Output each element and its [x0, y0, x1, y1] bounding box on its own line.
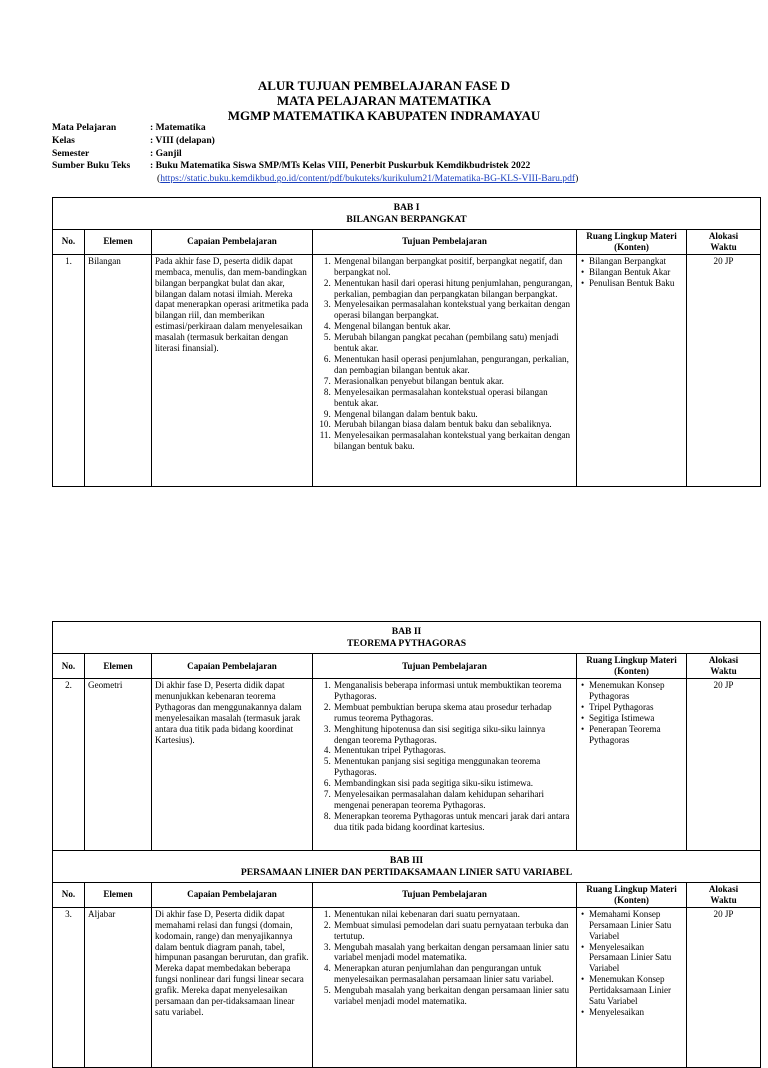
- rl-list: [580, 680, 683, 745]
- meta-row-subject: [52, 122, 578, 135]
- rl-header-line1: Ruang Lingkup Materi: [586, 231, 677, 241]
- list-item: • Memahami Konsep Persamaan Linier Satu Variabel: [589, 909, 683, 942]
- list-item: 5. Merubah bilangan pangkat pecahan (pembilang satu) menjadi bentuk akar.: [333, 332, 573, 354]
- meta-row-source: [52, 160, 578, 173]
- list-item: • Segitiga Istimewa: [589, 713, 683, 724]
- cell-cp: Pada akhir fase D, peserta didik dapat membaca, menulis, dan mem-bandingkan bilangan berpangkat bulat dan akar, bilangan dalam notasi ilmiah. Mereka dapat menerapkan operasi aritmetika pada bilangan riil, dan memberikan estimasi/perkiraan dalam menyelesaikan masalah (termasuk berkaitan dengan literasi finansial).: [152, 254, 313, 486]
- list-item: • Menyelesaikan Persamaan Linier Satu Variabel: [589, 942, 683, 975]
- cell-elemen: Aljabar: [85, 907, 152, 1067]
- meta-row-class: [52, 135, 578, 148]
- list-item: 4. Menerapkan aturan penjumlahan dan pengurangan untuk menyelesaikan permasalahan persamaan linier satu variabel.: [333, 963, 573, 985]
- bab2-3-table: [52, 621, 761, 1068]
- link-open-paren: (: [157, 173, 161, 185]
- col-header-rl: [577, 654, 687, 679]
- bab1-number: BAB I: [393, 202, 420, 213]
- list-item: 2. Membuat simulasi pemodelan dari suatu pernyataan terbuka dan tertutup.: [333, 920, 573, 942]
- bab3-title: PERSAMAAN LINIER DAN PERTIDAKSAMAAN LINIER SATU VARIABEL: [240, 866, 573, 878]
- list-item: 9. Mengenal bilangan dalam bentuk baku.: [333, 409, 573, 420]
- rl-header-line1: Ruang Lingkup Materi: [586, 655, 677, 666]
- list-item: • Bilangan Bentuk Akar: [589, 267, 683, 278]
- cell-no: 1.: [53, 254, 85, 486]
- list-item: 3. Mengubah masalah yang berkaitan dengan persamaan linier satu variabel menjadi model matematika.: [333, 942, 573, 964]
- meta-row-semester: [52, 148, 578, 161]
- meta-value: : Ganjil: [150, 147, 182, 159]
- list-item: 6. Menentukan hasil operasi penjumlahan, pengurangan, perkalian, dan pembagian bilangan bentuk akar.: [333, 354, 573, 376]
- bab2-title: TEOREMA PYTHAGORAS: [346, 637, 467, 649]
- aw-header-line1: Alokasi: [708, 231, 739, 241]
- list-item: 4. Menentukan tripel Pythagoras.: [333, 745, 573, 756]
- aw-header-line2: Waktu: [710, 241, 737, 252]
- link-close-paren: ): [575, 173, 579, 185]
- cell-cp: Di akhir fase D, Peserta didik dapat memahami relasi dan fungsi (domain, kodomain, range) dan menyajikannya dalam bentuk diagram panah, tabel, himpunan pasangan berurutan, dan grafik. Mereka dapat membedakan beberapa fungsi nonlinear dari fungsi linear secara grafik. Mereka dapat menyelesaikan persamaan dan per-tidaksamaan linear satu variabel.: [152, 907, 313, 1067]
- table-row: [53, 907, 761, 1067]
- document-meta: [52, 122, 578, 186]
- rl-header-line1: Ruang Lingkup Materi: [586, 884, 677, 894]
- col-header-tp: Tujuan Pembelajaran: [313, 230, 577, 255]
- meta-label: Mata Pelajaran: [52, 122, 117, 133]
- list-item: 1. Menganalisis beberapa informasi untuk membuktikan teorema Pythagoras.: [333, 680, 573, 702]
- list-item: 2. Menentukan hasil dari operasi hitung penjumlahan, pengurangan, perkalian, pembagian dan perpangkatan bilangan berpangkat.: [333, 278, 573, 300]
- list-item: • Menemukan Konsep Pythagoras: [589, 680, 683, 702]
- rl-header-line2: (Konten): [614, 666, 649, 676]
- col-header-cp: Capaian Pembelajaran: [152, 883, 313, 908]
- rl-list: [580, 256, 683, 289]
- list-item: 7. Merasionalkan penyebut bilangan bentuk akar.: [333, 376, 573, 387]
- aw-header-line1: Alokasi: [708, 655, 739, 666]
- meta-label: Kelas: [52, 134, 75, 146]
- cell-rl: [577, 907, 687, 1067]
- cell-elemen: Geometri: [85, 679, 152, 851]
- bab3-number: BAB III: [389, 855, 424, 866]
- table-row: [53, 254, 761, 486]
- list-item: 4. Mengenal bilangan bentuk akar.: [333, 321, 573, 332]
- aw-header-line2: Waktu: [710, 894, 737, 905]
- col-header-rl: [577, 883, 687, 908]
- col-header-aw: [687, 654, 761, 679]
- list-item: 10. Merubah bilangan biasa dalam bentuk baku dan sebaliknya.: [333, 419, 573, 430]
- tp-list: [316, 680, 573, 833]
- cell-tp: [313, 254, 577, 486]
- meta-label: Sumber Buku Teks: [52, 160, 131, 172]
- title-line-3: MGMP MATEMATIKA KABUPATEN INDRAMAYAU: [227, 108, 541, 123]
- bab1-table: [52, 197, 761, 487]
- cell-rl: [577, 254, 687, 486]
- cell-no: 3.: [53, 907, 85, 1067]
- tp-list: [316, 256, 573, 452]
- list-item: 6. Membandingkan sisi pada segitiga siku-siku istimewa.: [333, 778, 573, 789]
- col-header-tp: Tujuan Pembelajaran: [313, 883, 577, 908]
- title-line-1: ALUR TUJUAN PEMBELAJARAN FASE D: [257, 78, 511, 93]
- bab2-number: BAB II: [391, 626, 422, 637]
- cell-aw: 20 JP: [687, 679, 761, 851]
- col-header-tp: Tujuan Pembelajaran: [313, 654, 577, 679]
- cell-rl: [577, 679, 687, 851]
- list-item: 11. Menyelesaikan permasalahan kontekstual yang berkaitan dengan bilangan bentuk baku.: [333, 430, 573, 452]
- rl-list: [580, 909, 683, 1018]
- aw-header-line1: Alokasi: [708, 884, 739, 894]
- col-header-rl: [577, 230, 687, 255]
- col-header-elemen: Elemen: [85, 883, 152, 908]
- cell-tp: [313, 679, 577, 851]
- list-item: • Penerapan Teorema Pythagoras: [589, 724, 683, 746]
- list-item: • Penulisan Bentuk Baku: [589, 278, 683, 289]
- list-item: • Bilangan Berpangkat: [589, 256, 683, 267]
- title-line-2: MATA PELAJARAN MATEMATIKA: [276, 93, 492, 108]
- col-header-cp: Capaian Pembelajaran: [152, 654, 313, 679]
- list-item: • Menemukan Konsep Pertidaksamaan Linier Satu Variabel: [589, 974, 683, 1007]
- list-item: • Menyelesaikan: [589, 1007, 683, 1018]
- col-header-aw: [687, 883, 761, 908]
- col-header-elemen: Elemen: [85, 654, 152, 679]
- col-header-aw: [687, 230, 761, 255]
- list-item: 8. Menerapkan teorema Pythagoras untuk mencari jarak dari antara dua titik pada bidang koordinat kartesius.: [333, 811, 573, 833]
- list-item: 7. Menyelesaikan permasalahan dalam kehidupan seharihari mengenai penerapan teorema Pythagoras.: [333, 789, 573, 811]
- list-item: 1. Menentukan nilai kebenaran dari suatu pernyataan.: [333, 909, 573, 920]
- list-item: 3. Menyelesaikan permasalahan kontekstual yang berkaitan dengan operasi bilangan berpangkat.: [333, 299, 573, 321]
- rl-header-line2: (Konten): [614, 894, 649, 905]
- list-item: 2. Membuat pembuktian berupa skema atau prosedur terhadap rumus teorema Pythagoras.: [333, 702, 573, 724]
- meta-value: : Matematika: [150, 122, 206, 133]
- document-title: [0, 78, 768, 123]
- list-item: 5. Mengubah masalah yang berkaitan dengan persamaan linier satu variabel menjadi model matematika.: [333, 985, 573, 1007]
- source-link-row: [52, 173, 578, 186]
- list-item: 5. Menentukan panjang sisi segitiga menggunakan teorema Pythagoras.: [333, 756, 573, 778]
- list-item: • Tripel Pythagoras: [589, 702, 683, 713]
- cell-aw: 20 JP: [687, 254, 761, 486]
- bab3-heading: [53, 851, 761, 883]
- aw-header-line2: Waktu: [710, 666, 737, 676]
- col-header-no: No.: [53, 883, 85, 908]
- cell-elemen: Bilangan: [85, 254, 152, 486]
- col-header-cp: Capaian Pembelajaran: [152, 230, 313, 255]
- col-header-elemen: Elemen: [85, 230, 152, 255]
- cell-tp: [313, 907, 577, 1067]
- list-item: 8. Menyelesaikan permasalahan kontekstual operasi bilangan bentuk akar.: [333, 387, 573, 409]
- table-row: [53, 679, 761, 851]
- list-item: 1. Mengenal bilangan berpangkat positif, berpangkat negatif, dan berpangkat nol.: [333, 256, 573, 278]
- cell-aw: 20 JP: [687, 907, 761, 1067]
- bab1-title: BILANGAN BERPANGKAT: [346, 213, 467, 225]
- meta-value: : Buku Matematika Siswa SMP/MTs Kelas VIII, Penerbit Puskurbuk Kemdikbudristek 2022: [150, 160, 531, 172]
- source-link[interactable]: https://static.buku.kemdikbud.go.id/content/pdf/bukuteks/kurikulum21/Matematika-BG-KLS-VIII-Baru.pdf: [160, 173, 576, 185]
- cell-no: 2.: [53, 679, 85, 851]
- cell-cp: Di akhir fase D, Peserta didik dapat menunjukkan kebenaran teorema Pythagoras dan menggunakannya dalam menyelesaikan masalah (termasuk jarak antara dua titik pada bidang koordinat Kartesius).: [152, 679, 313, 851]
- meta-value: : VIII (delapan): [150, 134, 215, 146]
- bab1-heading: [53, 198, 761, 230]
- meta-label: Semester: [52, 147, 90, 159]
- col-header-no: No.: [53, 230, 85, 255]
- rl-header-line2: (Konten): [614, 241, 649, 252]
- col-header-no: No.: [53, 654, 85, 679]
- bab2-heading: [53, 622, 761, 654]
- list-item: 3. Menghitung hipotenusa dan sisi segitiga siku-siku lainnya dengan teorema Pythagoras.: [333, 724, 573, 746]
- tp-list: [316, 909, 573, 1007]
